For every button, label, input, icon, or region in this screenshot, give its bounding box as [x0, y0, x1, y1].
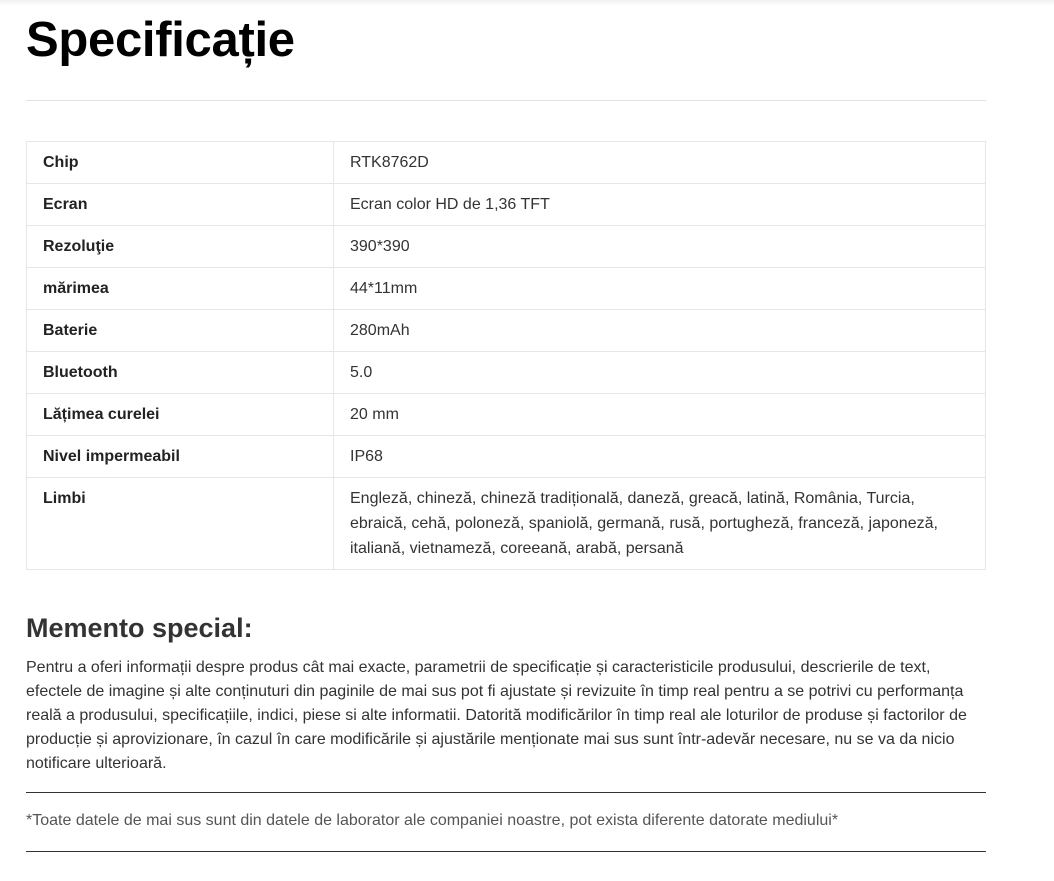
table-row — [27, 184, 986, 226]
memento-title: Memento special: — [26, 613, 253, 643]
memento-text: Pentru a oferi informații despre produs cât mai exacte, parametrii de specificație și caracteristicile produsului, descrierile de text, efectele de imagine și alte conținuturi din paginile de mai sus pot fi ajustate și revizuite în timp real pentru a se potrivi cu performanța reală a produsului, specificațiile, indici, piese si alte informatii. Datorită modificărilor în timp real ale loturilor de produse și factorilor de producție și aprovizionare, în cazul în care modificările și ajustările menționate mai sus sunt într-adevăr necesare, nu se va da nicio notificare ulterioară. — [26, 659, 967, 772]
spec-value-chip: RTK8762D — [334, 142, 986, 184]
spec-value-screen: Ecran color HD de 1,36 TFT — [334, 184, 986, 226]
table-row — [27, 436, 986, 478]
spec-table — [26, 141, 986, 570]
spec-value-languages: Engleză, chineză, chineză tradițională, daneză, greacă, latină, România, Turcia, ebraică, cehă, poloneză, spaniolă, germană, rusă, portugheză, franceză, japoneză, italiană, vietnameză, coreeană, arabă, persană — [334, 478, 986, 570]
lab-data-note: *Toate datele de mai sus sunt din datele de laborator ale companiei noastre, pot exista diferente datorate mediului* — [26, 792, 986, 852]
spec-value-waterproof: IP68 — [334, 436, 986, 478]
table-row — [27, 478, 986, 570]
spec-label-strap-width: Lățimea curelei — [27, 394, 334, 436]
spec-label-chip: Chip — [27, 142, 334, 184]
spec-label-waterproof: Nivel impermeabil — [27, 436, 334, 478]
spec-value-size: 44*11mm — [334, 268, 986, 310]
spec-section — [26, 0, 986, 852]
spec-label-battery: Baterie — [27, 310, 334, 352]
spec-label-size: mărimea — [27, 268, 334, 310]
page-title: Specificație — [26, 13, 295, 67]
spec-label-languages: Limbi — [27, 478, 334, 570]
spec-label-resolution: Rezoluţie — [27, 226, 334, 268]
table-row — [27, 268, 986, 310]
spec-value-battery: 280mAh — [334, 310, 986, 352]
spec-value-bluetooth: 5.0 — [334, 352, 986, 394]
table-row — [27, 142, 986, 184]
spec-label-screen: Ecran — [27, 184, 334, 226]
table-row — [27, 352, 986, 394]
spec-value-resolution: 390*390 — [334, 226, 986, 268]
table-row — [27, 226, 986, 268]
spec-label-bluetooth: Bluetooth — [27, 352, 334, 394]
title-divider — [26, 100, 986, 101]
spec-value-strap-width: 20 mm — [334, 394, 986, 436]
table-row — [27, 310, 986, 352]
table-row — [27, 394, 986, 436]
